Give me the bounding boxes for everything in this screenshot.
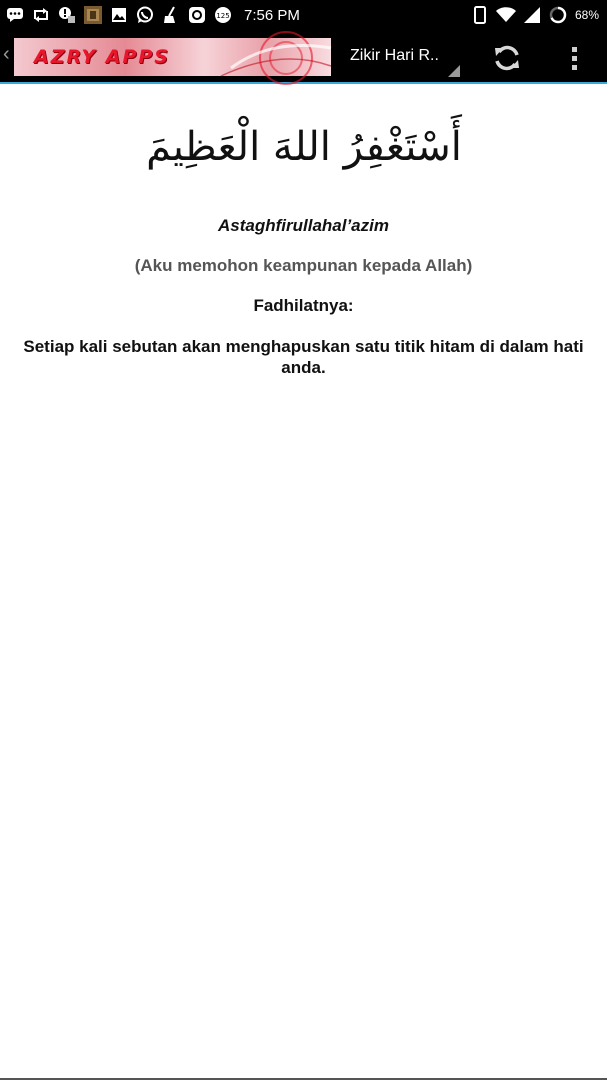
whatsapp-icon (136, 6, 154, 24)
overflow-menu-button[interactable] (562, 41, 586, 75)
notification-icons (6, 6, 232, 24)
alert-icon (58, 6, 76, 24)
arabic-text: أَسْتَغْفِرُ اللهَ الْعَظِيمَ (145, 124, 462, 170)
chat-icon (6, 6, 24, 24)
battery-percent: 68% (574, 8, 599, 22)
clock: 7:56 PM (244, 6, 300, 24)
logo-swirl-graphic (191, 38, 331, 76)
svg-text:125: 125 (216, 12, 230, 20)
arabic-calligraphy-image (145, 100, 462, 190)
overflow-menu-icon (572, 47, 577, 52)
zikir-content (0, 86, 607, 378)
overflow-dot (572, 56, 577, 61)
overflow-dot (572, 65, 577, 70)
logo-text: AZRY APPS (34, 46, 170, 68)
app-logo[interactable] (14, 38, 331, 76)
cleaner-icon (162, 6, 180, 24)
refresh-button[interactable] (490, 41, 524, 75)
virtue-heading: Fadhilatnya: (253, 296, 354, 315)
back-chevron-icon[interactable]: ‹ (3, 43, 10, 65)
translation: (Aku memohon keampunan kepada Allah) (134, 256, 473, 275)
thumbnail-icon (84, 6, 102, 24)
transliteration: Astaghfirullahal’azim (218, 216, 389, 235)
action-bar (0, 30, 607, 84)
phone-icon (471, 6, 489, 24)
image-icon (110, 6, 128, 24)
system-indicators (471, 0, 599, 30)
refresh-icon (492, 43, 522, 73)
app-icon (188, 6, 206, 24)
virtue-text: Setiap kali sebutan akan menghapuskan satu titik hitam di dalam hati anda. (23, 337, 584, 377)
retweet-icon (32, 6, 50, 24)
signal-icon (523, 6, 541, 24)
status-bar (0, 0, 607, 30)
wifi-icon (497, 6, 515, 24)
battery-circle-icon (549, 6, 567, 24)
spinner-arrow-icon[interactable] (448, 65, 460, 77)
badge-icon (214, 6, 232, 24)
screen-title-spinner[interactable]: Zikir Hari R.. (350, 47, 439, 64)
